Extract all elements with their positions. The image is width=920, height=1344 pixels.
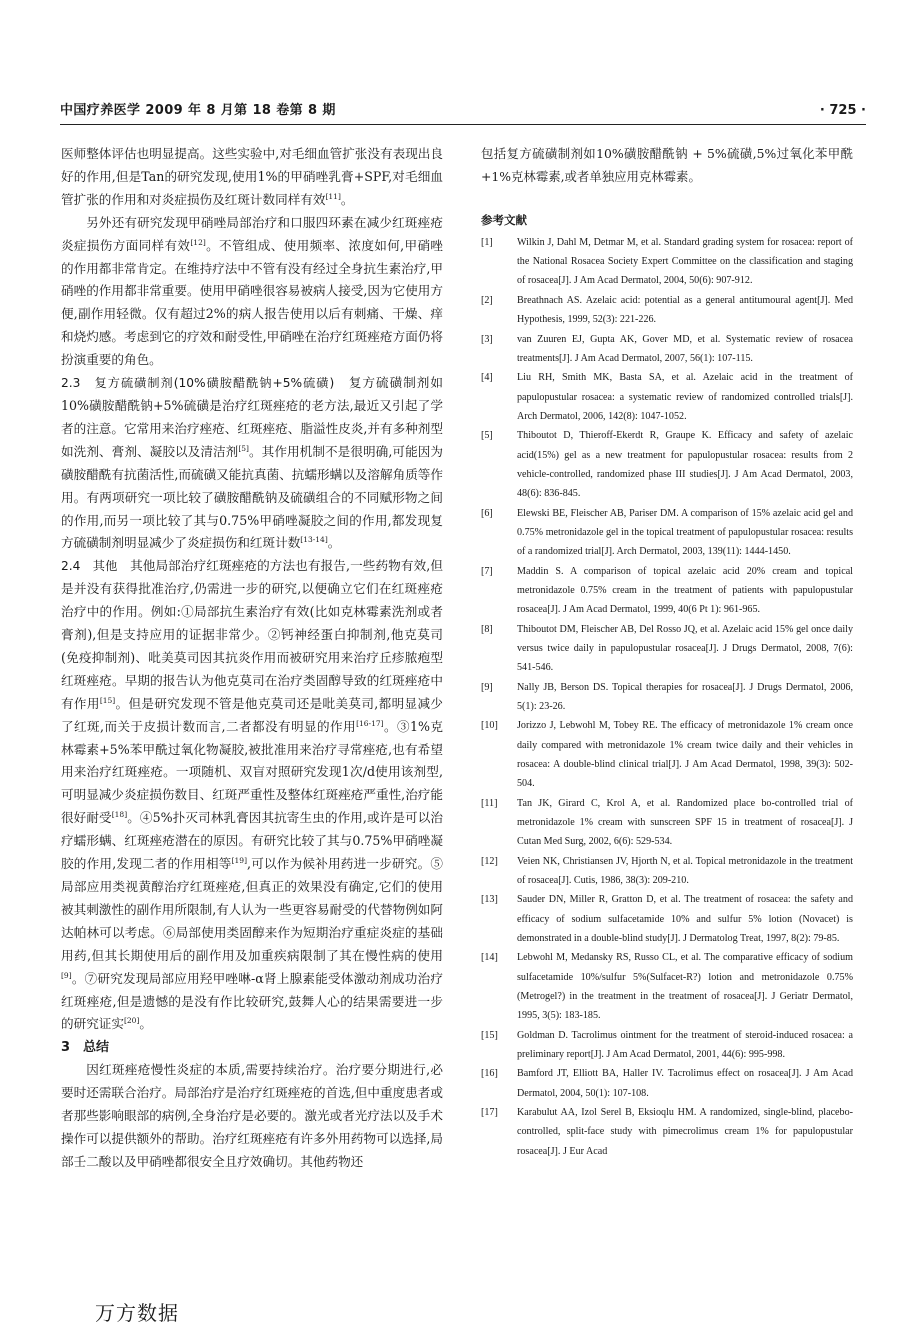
journal-title: 中国疗养医学 2009 年 8 月第 18 卷第 8 期 [60,103,336,118]
reference-item [481,330,853,368]
citation[interactable]: [12] [190,237,206,247]
reference-item [481,233,853,291]
reference-text: Thiboutot DM, Fleischer AB, Del Rosso JQ, et al. Azelaic acid 15% gel once daily versus twice daily in papulopustular rosacea[J]. J Drugs Dermatol, 2008, 7(6): 541-546. [517,623,853,674]
reference-number: [3] [481,333,493,345]
citation[interactable]: [16-17] [356,718,384,728]
reference-number: [17] [481,1107,498,1119]
reference-text: Jorizzo J, Lebwohl M, Tobey RE. The efficacy of metronidazole 1% cream once daily compared with metronidazole 1% cream twice daily and their vehicles in rosacea: A double-blind clinical trial[J]. J Am Acad Dermatol, 1998, 39(3): 502-504. [517,720,853,790]
reference-item [481,852,853,890]
reference-item [481,368,853,426]
paragraph: 因红斑痤疮慢性炎症的本质,需要持续治疗。治疗要分期进行,必要时还需联合治疗。局部治疗是治疗红斑痤疮的首选,但中重度患者或者那些影响眼部的病例,全身治疗是必要的。激光或者光疗法以及手术操作可以提供额外的帮助。治疗红斑痤疮有许多外用药物可以选择,局部壬二酸以及甲硝唑都很安全且疗效确切。其他药物还 [61,1062,443,1169]
reference-text: Nally JB, Berson DS. Topical therapies for rosacea[J]. J Drugs Dermatol, 2006, 5(1): 23-26. [517,681,853,712]
reference-item [481,291,853,329]
paragraph: 医师整体评估也明显提高。这些实验中,对毛细血管扩张没有表现出良好的作用,但是Tan的研究发现,使用1%的甲硝唑乳膏+SPF,对毛细血管扩张的作用和对炎症损伤及红斑计数同样有效[11]。 [61,146,443,207]
reference-text: Goldman D. Tacrolimus ointment for the treatment of steroid-induced rosacea: a preliminary report[J]. J Am Acad Dermatol, 2001, 44(6): 995-998. [517,1029,853,1060]
reference-item [481,1103,853,1161]
running-header [60,101,866,121]
reference-text: Lebwohl M, Medansky RS, Russo CL, et al. The comparative efficacy of sodium sulfacetamide 10%/sulfur 5%(Sulfacet-R?) lotion and metronidazole 0.75% (Metrogel?) in the treatment in the treatment of rosacea[J]. J Geriatr Dermatol, 1995, 3(5): 183-185. [517,952,853,1022]
citation[interactable]: [15] [99,695,116,705]
reference-number: [7] [481,565,493,577]
reference-number: [5] [481,430,493,442]
reference-number: [8] [481,623,493,635]
reference-number: [15] [481,1029,498,1041]
paragraph: 包括复方硫磺制剂如10%磺胺醋酰钠 + 5%硫磺,5%过氧化苯甲酰+1%克林霉素,或者单独应用克林霉素。 [481,146,853,184]
reference-text: Maddin S. A comparison of topical azelaic acid 20% cream and topical metronidazole 0.75% cream in the treatment of patients with papulopustular rosacea[J]. J Am Acad Dermatol, 1999, 40(6 Pt 1): 961-965. [517,565,853,616]
reference-number: [4] [481,372,493,384]
reference-text: Wilkin J, Dahl M, Detmar M, et al. Standard grading system for rosacea: report of the National Rosacea Society Expert Committee on the classification and staging of rosacea[J]. J Am Acad Dermatol, 2004, 50(6): 907-912. [517,236,853,287]
reference-item [481,426,853,503]
reference-text: Karabulut AA, Izol Serel B, Eksioqlu HM. A randomized, single-blind, placebo-controlled, split-face study with pimecrolimus cream 1% for papulopustular rosacea[J]. J Eur Acad [517,1107,853,1157]
section-heading: 2.3 复方硫磺制剂(10%磺胺醋酰钠+5%硫磺) [61,376,335,391]
citation[interactable]: [13-14] [300,535,328,545]
reference-text: Sauder DN, Miller R, Gratton D, et al. The treatment of rosacea: the safety and efficacy of sodium sulfacetamide 10% and sulfur 5% lotion (Novacet) is demonstrated in a double-blind study[J]. J Dermatolog Treat, 1997, 8(2): 79-85. [517,894,853,944]
reference-number: [2] [481,294,493,306]
footer-brand: 万方数据 [95,1301,179,1325]
reference-item [481,620,853,678]
citation[interactable]: [9] [61,970,72,980]
citation[interactable]: [11] [325,191,341,201]
reference-item [481,678,853,716]
reference-item [481,948,853,1025]
reference-text: Thiboutot D, Thieroff-Ekerdt R, Graupe K. Efficacy and safety of azelaic acid(15%) gel as a new treatment for papulopustular rosacea: results from 2 vehicle-controlled, randomized phase III studies[J]. J Am Acad Dermatol, 2003, 48(6): 836-845. [517,430,853,500]
citation[interactable]: [20] [123,1016,140,1026]
reference-item [481,890,853,948]
section-heading: 2.4 其他 [61,559,118,574]
reference-item [481,794,853,852]
reference-item [481,1026,853,1064]
section-2-4: 2.4 其他 其他局部治疗红斑痤疮的方法也有报告,一些药物有效,但是并没有获得批准治疗,仍需进一步的研究,以便确立它们在红斑痤疮治疗中的作用。例如:①局部抗生素治疗有效(比如克林霉素洗剂或者膏剂),但是支持应用的证据非常少。②钙神经蛋白抑制剂,他克莫司(免疫抑制剂)、吡美莫司因其抗炎作用而被研究用来治疗丘疹脓疱型红斑痤疮。早期的报告认为他克莫司在治疗类固醇导致的红斑痤疮中有作用[15]。但是研究发现不管是他克莫司还是吡美莫司,都明显减少了红斑,而关于皮损计数而言,二者都没有明显的作用[16-17]。③1%克林霉素+5%苯甲酰过氧化物凝胶,被批准用来治疗寻常痤疮,也有希望用来治疗红斑痤疮。一项随机、双盲对照研究发现1次/d使用该剂型,可明显减少炎症损伤数目、红斑严重性及整体红斑痤疮严重性,治疗能很好耐受[18]。④5%扑灭司林乳膏因其抗寄生虫的作用,或许是可以治疗蠕形螨、红斑痤疮潜在的原因。有研究比较了其与0.75%甲硝唑凝胶的作用,发现二者的作用相等[19],可以作为候补用药进一步研究。⑤局部应用类视黄醇治疗红斑痤疮,但真正的效果没有确定,它们的使用被其刺激性的副作用所限制,有人认为一些更容易耐受的代替物例如阿达帕林可以考虑。⑥局部使用类固醇来作为短期治疗重症炎症的基础用药,但其长期使用后的副作用及加重疾病限制了其在慢性病的使用[9]。⑦研究发现局部应用羟甲唑啉-α肾上腺素能受体激动剂成功治疗红斑痤疮,但是遗憾的是没有作比较研究,鼓舞人心的结果需要进一步的研究证实[20]。 [61,558,444,1032]
reference-list [481,233,853,1161]
reference-number: [6] [481,507,493,519]
citation[interactable]: [19] [231,855,247,865]
right-column [481,143,853,1161]
header-rule [60,124,866,125]
reference-number: [11] [481,797,498,809]
reference-number: [14] [481,952,498,964]
reference-number: [10] [481,720,498,732]
reference-text: Tan JK, Girard C, Krol A, et al. Randomized place bo-controlled trial of metronidazole 1% cream with sunscreen SPF 15 in treatment of rosacea[J]. J Cutan Med Surg, 2002, 6(6): 529-534. [517,797,853,848]
reference-text: Veien NK, Christiansen JV, Hjorth N, et al. Topical metronidazole in the treatment of rosacea[J]. Cutis, 1986, 38(3): 209-210. [517,855,853,886]
reference-number: [13] [481,894,498,906]
section-2-3: 2.3 复方硫磺制剂(10%磺胺醋酰钠+5%硫磺) 复方硫磺制剂如10%磺胺醋酰钠+5%硫磺是治疗红斑痤疮的老方法,最近又引起了学者的注意。它常用来治疗痤疮、红斑痤疮、脂溢性皮炎,并有多种剂型如洗剂、膏剂、凝胶以及清洁剂[5]。其作用机制不是很明确,可能因为磺胺醋酰有抗菌活性,而硫磺又能抗真菌、抗蠕形螨以及溶解角质等作用。有两项研究一项比较了磺胺醋酰钠及硫磺组合的不同赋形物之间的作用,而另一项比较了其与0.75%甲硝唑凝胶之间的作用,都发现复方硫磺制剂明显减少了炎症损伤和红斑计数[13-14]。 [61,375,443,551]
section-3-heading: 3 总结 [61,1040,110,1056]
left-column [61,143,443,1174]
reference-number: [1] [481,236,493,248]
reference-number: [12] [481,855,498,867]
reference-number: [9] [481,681,493,693]
reference-text: Breathnach AS. Azelaic acid: potential as a general antitumoural agent[J]. Med Hypothesis, 1999, 52(3): 221-226. [517,294,853,326]
reference-number: [16] [481,1068,498,1080]
reference-item [481,562,853,620]
reference-text: Liu RH, Smith MK, Basta SA, et al. Azelaic acid in the treatment of papulopustular rosacea: a systematic review of randomized controlled trials[J]. Arch Dermatol, 2006, 142(8): 1047-1052. [517,372,853,422]
citation[interactable]: [5] [238,443,249,453]
references-title: 参考文献 [481,212,527,227]
reference-text: Bamford JT, Elliott BA, Haller IV. Tacrolimus effect on rosacea[J]. J Am Acad Dermatol, 2004, 50(1): 107-108. [517,1068,853,1099]
paragraph: 另外还有研究发现甲硝唑局部治疗和口服四环素在减少红斑痤疮炎症损伤方面同样有效[12]。不管组成、使用频率、浓度如何,甲硝唑的作用都非常肯定。在维持疗法中不管有没有经过全身抗生素治疗,甲硝唑的作用都非常重要。使用甲硝唑很容易被病人接受,因为它使用方便,副作用轻微。仅有超过2%的病人报告使用以后有刺痛、干燥、痒和烧灼感。考虑到它的疗效和耐受性,甲硝唑在治疗红斑痤疮方面仍将扮演重要的角色。 [61,214,443,368]
page-number: · 725 · [819,103,866,118]
reference-item [481,1064,853,1102]
reference-item [481,504,853,562]
reference-text: Elewski BE, Fleischer AB, Pariser DM. A comparison of 15% azelaic acid gel and 0.75% metronidazole gel in the topical treatment of papulopustular rosacea: results of a randomized trial[J]. Arch Dermatol, 2003, 139(11): 1444-1450. [517,507,853,558]
reference-item [481,716,853,793]
citation[interactable]: [18] [111,810,128,820]
reference-text: van Zuuren EJ, Gupta AK, Gover MD, et al. Systematic review of rosacea treatments[J]. J Am Acad Dermatol, 2007, 56(1): 107-115. [517,333,853,364]
